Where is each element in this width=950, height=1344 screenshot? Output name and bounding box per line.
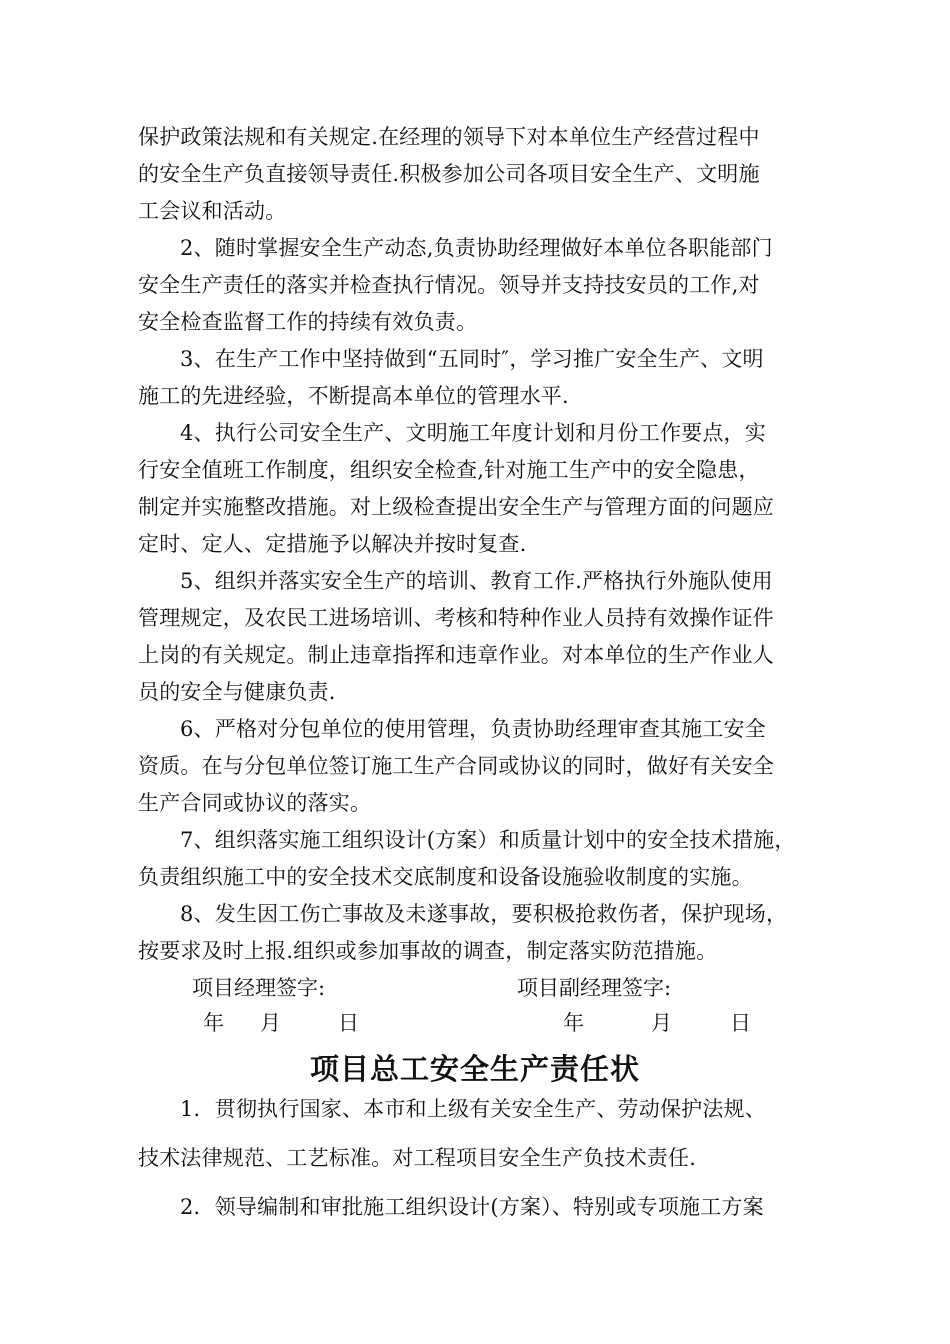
body-line: 保护政策法规和有关规定.在经理的领导下对本单位生产经营过程中 bbox=[138, 125, 760, 149]
deputy-date-day: 日 bbox=[730, 1011, 751, 1035]
body-line: 行安全值班工作制度，组织安全检查,针对施工生产中的安全隐患， bbox=[138, 458, 760, 482]
manager-date-year: 年 bbox=[203, 1011, 224, 1035]
body-line: 员的安全与健康负责. bbox=[138, 680, 336, 704]
body-line: 管理规定，及农民工进场培训、考核和特种作业人员持有效操作证件 bbox=[138, 606, 774, 630]
body-line: 资质。在与分包单位签订施工生产合同或协议的同时，做好有关安全 bbox=[138, 754, 774, 778]
clause-2-line: 2、随时掌握安全生产动态,负责协助经理做好本单位各职能部门 bbox=[180, 236, 773, 260]
clause-4-line: 4、执行公司安全生产、文明施工年度计划和月份工作要点，实 bbox=[180, 421, 766, 445]
clause-8-line: 8、发生因工伤亡事故及未遂事故，要积极抢救伤者，保护现场， bbox=[180, 902, 788, 926]
body-line: 技术法律规范、工艺标准。对工程项目安全生产负技术责任. bbox=[138, 1146, 697, 1170]
body-line: 上岗的有关规定。制止违章指挥和违章作业。对本单位的生产作业人 bbox=[138, 643, 774, 667]
clause-1-line: 1．贯彻执行国家、本市和上级有关安全生产、劳动保护法规、 bbox=[180, 1097, 766, 1121]
deputy-date-month: 月 bbox=[651, 1011, 672, 1035]
body-line: 工会议和活动。 bbox=[138, 199, 287, 223]
clause-3-line: 3、在生产工作中坚持做到“五同时″，学习推广安全生产、文明 bbox=[180, 347, 764, 371]
body-line: 生产合同或协议的落实。 bbox=[138, 791, 372, 815]
deputy-manager-signature-label: 项目副经理签字: bbox=[517, 976, 672, 1000]
body-line: 定时、定人、定措施予以解决并按时复查. bbox=[138, 532, 527, 556]
clause-6-line: 6、严格对分包单位的使用管理，负责协助经理审查其施工安全 bbox=[180, 717, 766, 741]
body-line: 的安全生产负直接领导责任.积极参加公司各项目安全生产、文明施 bbox=[138, 162, 760, 186]
section-title: 项目总工安全生产责任状 bbox=[309, 1052, 640, 1086]
manager-signature-label: 项目经理签字: bbox=[192, 976, 326, 1000]
body-line: 按要求及时上报.组织或参加事故的调查，制定落实防范措施。 bbox=[138, 939, 718, 963]
clause-2-line: 2．领导编制和审批施工组织设计(方案）、特别或专项施工方案 bbox=[180, 1195, 764, 1219]
body-line: 安全检查监督工作的持续有效负责。 bbox=[138, 310, 478, 334]
manager-date-month: 月 bbox=[260, 1011, 281, 1035]
body-line: 施工的先进经验，不断提高本单位的管理水平. bbox=[138, 384, 569, 408]
clause-5-line: 5、组织并落实安全生产的培训、教育工作.严格执行外施队使用 bbox=[180, 569, 773, 593]
body-line: 负责组织施工中的安全技术交底制度和设备设施验收制度的实施。 bbox=[138, 865, 753, 889]
body-line: 安全生产责任的落实并检查执行情况。领导并支持技安员的工作,对 bbox=[138, 273, 760, 297]
deputy-date-year: 年 bbox=[563, 1011, 584, 1035]
clause-7-line: 7、组织落实施工组织设计(方案）和质量计划中的安全技术措施， bbox=[180, 828, 796, 852]
body-line: 制定并实施整改措施。对上级检查提出安全生产与管理方面的问题应 bbox=[138, 495, 774, 519]
manager-date-day: 日 bbox=[338, 1011, 359, 1035]
